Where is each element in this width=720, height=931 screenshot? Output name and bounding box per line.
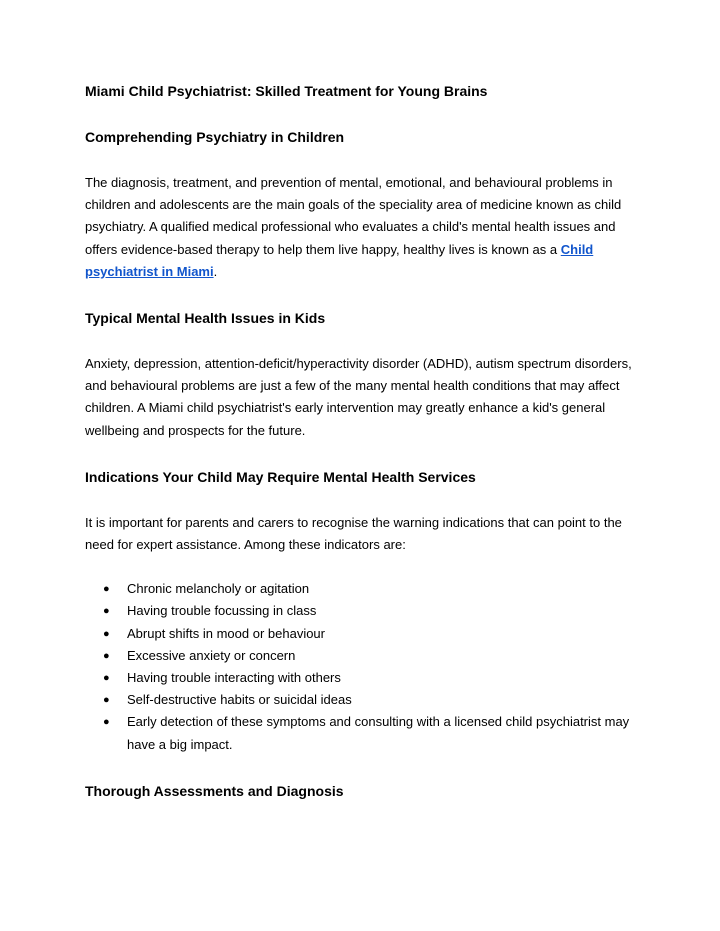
list-item-text: Abrupt shifts in mood or behaviour — [127, 625, 325, 641]
bullet-icon: ● — [103, 627, 110, 640]
list-item — [85, 623, 637, 645]
document-title: Miami Child Psychiatrist: Skilled Treatment for Young Brains — [85, 83, 488, 99]
section-paragraph-indications: It is important for parents and carers to recognise the warning indications that can point to the need for expert assistance. Among these indicators are: — [85, 514, 622, 553]
list-item — [85, 689, 637, 711]
section-paragraph-typical-issues: Anxiety, depression, attention-deficit/hyperactivity disorder (ADHD), autism spectrum disorders, and behavioural problems are just a few of the many mental health conditions that may affect children. A Miami child psychiatrist's early intervention may greatly enhance a kid's general wellbeing and prospects for the future. — [85, 356, 632, 438]
section-heading-typical-issues: Typical Mental Health Issues in Kids — [85, 310, 326, 327]
list-item — [85, 578, 637, 600]
bullet-icon: ● — [103, 716, 110, 729]
section-heading-comprehending-psychiatry: Comprehending Psychiatry in Children — [85, 129, 345, 145]
document-body — [85, 80, 637, 826]
bullet-icon: ● — [103, 649, 110, 662]
list-item — [85, 711, 637, 755]
bullet-icon: ● — [103, 583, 110, 596]
section-heading-indications: Indications Your Child May Require Mental Health Services — [85, 468, 476, 485]
indicators-list — [85, 578, 637, 756]
section-paragraph-comprehending-psychiatry — [85, 172, 637, 283]
list-item-text: Excessive anxiety or concern — [127, 647, 296, 663]
list-item-text: Chronic melancholy or agitation — [127, 581, 310, 597]
bullet-icon: ● — [103, 605, 110, 618]
bullet-icon: ● — [103, 672, 110, 685]
paragraph-end: . — [213, 263, 218, 279]
list-item — [85, 667, 637, 689]
list-item-text: Self-destructive habits or suicidal ideas — [127, 692, 352, 708]
list-item-text: Having trouble focussing in class — [127, 603, 317, 619]
list-item — [85, 645, 637, 667]
section-heading-assessments: Thorough Assessments and Diagnosis — [85, 782, 344, 799]
bullet-icon: ● — [103, 694, 110, 707]
list-item-text: Having trouble interacting with others — [127, 670, 341, 686]
child-psychiatrist-miami-link[interactable]: Child psychiatrist in Miami — [85, 241, 594, 279]
list-item — [85, 600, 637, 622]
paragraph-text: The diagnosis, treatment, and prevention of mental, emotional, and behavioural problems in children and adolescents are the main goals of the speciality area of medicine known as child psychiatry. A qualified medical professional who evaluates a child's mental health issues and offers evidence-based therapy to help them live happy, healthy lives is known as a — [85, 175, 622, 257]
list-item-text: Early detection of these symptoms and consulting with a licensed child psychiatrist may have a big impact. — [127, 714, 630, 752]
